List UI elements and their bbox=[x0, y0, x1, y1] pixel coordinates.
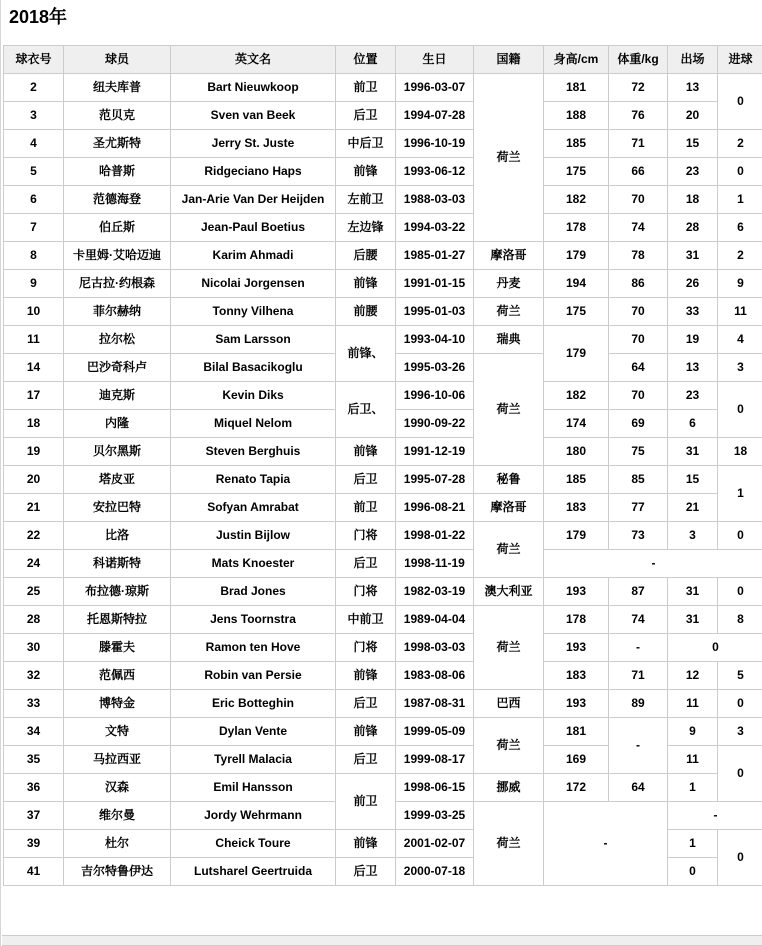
table-cell: 荷兰 bbox=[474, 298, 544, 326]
table-cell: 3 bbox=[668, 522, 718, 550]
table-cell: 175 bbox=[544, 298, 609, 326]
table-cell: 比洛 bbox=[64, 522, 171, 550]
table-cell: 1987-08-31 bbox=[396, 690, 474, 718]
table-cell: 0 bbox=[668, 634, 762, 662]
table-cell: 181 bbox=[544, 718, 609, 746]
table-cell: 183 bbox=[544, 662, 609, 690]
table-cell: 0 bbox=[718, 578, 762, 606]
table-cell: 25 bbox=[4, 578, 64, 606]
table-cell: Eric Botteghin bbox=[171, 690, 336, 718]
table-cell: 卡里姆·艾哈迈迪 bbox=[64, 242, 171, 270]
column-header: 生日 bbox=[396, 46, 474, 74]
table-cell: Jerry St. Juste bbox=[171, 130, 336, 158]
table-cell: 圣尤斯特 bbox=[64, 130, 171, 158]
table-cell: Bart Nieuwkoop bbox=[171, 74, 336, 102]
table-cell: Ridgeciano Haps bbox=[171, 158, 336, 186]
column-header: 身高/cm bbox=[544, 46, 609, 74]
table-cell: Tyrell Malacia bbox=[171, 746, 336, 774]
table-cell: 74 bbox=[609, 214, 668, 242]
table-cell: 后腰 bbox=[336, 242, 396, 270]
table-cell: 31 bbox=[668, 578, 718, 606]
table-cell: 巴西 bbox=[474, 690, 544, 718]
table-cell: 1 bbox=[668, 830, 718, 858]
table-cell: 179 bbox=[544, 522, 609, 550]
table-cell: 荷兰 bbox=[474, 718, 544, 774]
table-row bbox=[4, 522, 762, 550]
table-cell: 20 bbox=[4, 466, 64, 494]
table-cell: 41 bbox=[4, 858, 64, 886]
table-cell: 70 bbox=[609, 298, 668, 326]
table-cell: 左边锋 bbox=[336, 214, 396, 242]
table-cell: 1991-12-19 bbox=[396, 438, 474, 466]
table-cell: 安拉巴特 bbox=[64, 494, 171, 522]
table-cell: Dylan Vente bbox=[171, 718, 336, 746]
table-cell: 中前卫 bbox=[336, 606, 396, 634]
table-cell: 37 bbox=[4, 802, 64, 830]
table-cell: 博特金 bbox=[64, 690, 171, 718]
table-cell: 2001-02-07 bbox=[396, 830, 474, 858]
table-cell: 13 bbox=[668, 74, 718, 102]
table-cell: Sven van Beek bbox=[171, 102, 336, 130]
table-cell: 31 bbox=[668, 438, 718, 466]
table-cell: 9 bbox=[718, 270, 762, 298]
table-cell: 前锋 bbox=[336, 270, 396, 298]
table-cell: 18 bbox=[668, 186, 718, 214]
table-cell: 36 bbox=[4, 774, 64, 802]
table-cell: 11 bbox=[4, 326, 64, 354]
column-header: 位置 bbox=[336, 46, 396, 74]
table-cell: 9 bbox=[668, 718, 718, 746]
table-cell: 0 bbox=[718, 522, 762, 550]
table-cell: 1994-07-28 bbox=[396, 102, 474, 130]
table-cell: 拉尔松 bbox=[64, 326, 171, 354]
table-cell: 1 bbox=[668, 774, 718, 802]
table-cell: 贝尔黑斯 bbox=[64, 438, 171, 466]
table-row bbox=[4, 606, 762, 634]
table-cell: 1989-04-04 bbox=[396, 606, 474, 634]
table-cell: 1990-09-22 bbox=[396, 410, 474, 438]
table-cell: Cheick Toure bbox=[171, 830, 336, 858]
table-cell: 1993-06-12 bbox=[396, 158, 474, 186]
column-header: 球员 bbox=[64, 46, 171, 74]
column-header: 体重/kg bbox=[609, 46, 668, 74]
table-cell: 32 bbox=[4, 662, 64, 690]
table-cell: Karim Ahmadi bbox=[171, 242, 336, 270]
table-cell: 1996-03-07 bbox=[396, 74, 474, 102]
table-cell: 69 bbox=[609, 410, 668, 438]
table-cell: 28 bbox=[4, 606, 64, 634]
table-cell: 丹麦 bbox=[474, 270, 544, 298]
table-cell: 71 bbox=[609, 130, 668, 158]
table-cell: Jan-Arie Van Der Heijden bbox=[171, 186, 336, 214]
table-cell: Robin van Persie bbox=[171, 662, 336, 690]
table-cell: 77 bbox=[609, 494, 668, 522]
table-cell: 后卫 bbox=[336, 550, 396, 578]
table-row bbox=[4, 634, 762, 662]
table-cell: 15 bbox=[668, 130, 718, 158]
table-row bbox=[4, 242, 762, 270]
table-cell: 35 bbox=[4, 746, 64, 774]
table-cell: 71 bbox=[609, 662, 668, 690]
table-cell: 0 bbox=[718, 382, 762, 438]
table-cell: 左前卫 bbox=[336, 186, 396, 214]
table-row bbox=[4, 382, 762, 410]
table-cell: 8 bbox=[718, 606, 762, 634]
table-cell: 荷兰 bbox=[474, 74, 544, 242]
column-header: 进球 bbox=[718, 46, 762, 74]
table-cell: 23 bbox=[668, 382, 718, 410]
table-cell: 6 bbox=[718, 214, 762, 242]
table-cell: 门将 bbox=[336, 522, 396, 550]
table-cell: 3 bbox=[718, 354, 762, 382]
table-cell: Brad Jones bbox=[171, 578, 336, 606]
table-cell: 1982-03-19 bbox=[396, 578, 474, 606]
table-cell: 摩洛哥 bbox=[474, 494, 544, 522]
table-cell: 荷兰 bbox=[474, 606, 544, 690]
table-cell: Miquel Nelom bbox=[171, 410, 336, 438]
table-cell: 后卫 bbox=[336, 690, 396, 718]
column-header: 国籍 bbox=[474, 46, 544, 74]
table-cell: Mats Knoester bbox=[171, 550, 336, 578]
table-cell: - bbox=[668, 802, 762, 830]
table-cell: 76 bbox=[609, 102, 668, 130]
table-cell: 维尔曼 bbox=[64, 802, 171, 830]
table-cell: 193 bbox=[544, 690, 609, 718]
table-cell: 0 bbox=[718, 830, 762, 886]
table-cell: 9 bbox=[4, 270, 64, 298]
table-row bbox=[4, 186, 762, 214]
table-cell: 72 bbox=[609, 74, 668, 102]
table-body bbox=[4, 74, 762, 886]
table-cell: 185 bbox=[544, 130, 609, 158]
table-cell: 33 bbox=[4, 690, 64, 718]
table-cell: 后卫、 bbox=[336, 382, 396, 438]
table-cell: 前卫 bbox=[336, 494, 396, 522]
table-cell: 秘鲁 bbox=[474, 466, 544, 494]
table-cell: 70 bbox=[609, 382, 668, 410]
table-cell: 1995-03-26 bbox=[396, 354, 474, 382]
table-cell: Justin Bijlow bbox=[171, 522, 336, 550]
table-cell: Kevin Diks bbox=[171, 382, 336, 410]
table-cell: Renato Tapia bbox=[171, 466, 336, 494]
table-cell: 17 bbox=[4, 382, 64, 410]
table-cell: 后卫 bbox=[336, 466, 396, 494]
table-cell: 13 bbox=[668, 354, 718, 382]
table-cell: 1983-08-06 bbox=[396, 662, 474, 690]
table-cell: 21 bbox=[4, 494, 64, 522]
table-cell: Tonny Vilhena bbox=[171, 298, 336, 326]
table-cell: - bbox=[609, 634, 668, 662]
table-cell: Jordy Wehrmann bbox=[171, 802, 336, 830]
table-cell: 菲尔赫纳 bbox=[64, 298, 171, 326]
table-cell: 4 bbox=[718, 326, 762, 354]
table-cell: Ramon ten Hove bbox=[171, 634, 336, 662]
table-cell: 1999-05-09 bbox=[396, 718, 474, 746]
table-cell: 门将 bbox=[336, 578, 396, 606]
table-cell: 34 bbox=[4, 718, 64, 746]
table-cell: 21 bbox=[668, 494, 718, 522]
table-cell: Sofyan Amrabat bbox=[171, 494, 336, 522]
table-row bbox=[4, 270, 762, 298]
table-cell: 70 bbox=[609, 186, 668, 214]
table-cell: 86 bbox=[609, 270, 668, 298]
table-cell: 11 bbox=[718, 298, 762, 326]
table-cell: 前卫 bbox=[336, 74, 396, 102]
table-cell: 6 bbox=[668, 410, 718, 438]
table-cell: - bbox=[609, 718, 668, 774]
table-cell: 前卫 bbox=[336, 774, 396, 830]
table-row bbox=[4, 214, 762, 242]
table-row bbox=[4, 550, 762, 578]
table-cell: 181 bbox=[544, 74, 609, 102]
table-cell: 74 bbox=[609, 606, 668, 634]
table-cell: 19 bbox=[668, 326, 718, 354]
table-cell: 托恩斯特拉 bbox=[64, 606, 171, 634]
table-cell: 前锋 bbox=[336, 662, 396, 690]
table-cell: Sam Larsson bbox=[171, 326, 336, 354]
table-cell: Emil Hansson bbox=[171, 774, 336, 802]
table-cell: 澳大利亚 bbox=[474, 578, 544, 606]
table-cell: 185 bbox=[544, 466, 609, 494]
table-cell: 182 bbox=[544, 186, 609, 214]
table-cell: Nicolai Jorgensen bbox=[171, 270, 336, 298]
table-cell: 180 bbox=[544, 438, 609, 466]
table-cell: 范佩西 bbox=[64, 662, 171, 690]
table-cell: 后卫 bbox=[336, 858, 396, 886]
table-cell: - bbox=[544, 550, 762, 578]
table-row bbox=[4, 774, 762, 802]
table-cell: 前腰 bbox=[336, 298, 396, 326]
table-row bbox=[4, 326, 762, 354]
table-cell: 4 bbox=[4, 130, 64, 158]
table-cell: 伯丘斯 bbox=[64, 214, 171, 242]
table-cell: 89 bbox=[609, 690, 668, 718]
table-cell: 布拉德·琼斯 bbox=[64, 578, 171, 606]
table-cell: 塔皮亚 bbox=[64, 466, 171, 494]
table-cell: 64 bbox=[609, 354, 668, 382]
table-row bbox=[4, 690, 762, 718]
table-cell: Jens Toornstra bbox=[171, 606, 336, 634]
table-cell: 0 bbox=[718, 690, 762, 718]
table-cell: 吉尔特鲁伊达 bbox=[64, 858, 171, 886]
table-cell: 3 bbox=[4, 102, 64, 130]
table-cell: 瑞典 bbox=[474, 326, 544, 354]
table-cell: 7 bbox=[4, 214, 64, 242]
table-cell: Steven Berghuis bbox=[171, 438, 336, 466]
table-header-row bbox=[4, 46, 762, 74]
table-cell: 183 bbox=[544, 494, 609, 522]
table-cell: 门将 bbox=[336, 634, 396, 662]
table-cell: 哈普斯 bbox=[64, 158, 171, 186]
table-cell: 前锋 bbox=[336, 718, 396, 746]
table-cell: 20 bbox=[668, 102, 718, 130]
table-cell: 中后卫 bbox=[336, 130, 396, 158]
table-cell: 22 bbox=[4, 522, 64, 550]
table-cell: 39 bbox=[4, 830, 64, 858]
table-row bbox=[4, 298, 762, 326]
column-header: 英文名 bbox=[171, 46, 336, 74]
table-cell: 66 bbox=[609, 158, 668, 186]
table-cell: 30 bbox=[4, 634, 64, 662]
table-cell: 193 bbox=[544, 578, 609, 606]
table-cell: 后卫 bbox=[336, 102, 396, 130]
table-row bbox=[4, 494, 762, 522]
table-cell: 188 bbox=[544, 102, 609, 130]
table-cell: 31 bbox=[668, 606, 718, 634]
table-cell: 迪克斯 bbox=[64, 382, 171, 410]
table-cell: 3 bbox=[718, 718, 762, 746]
table-cell: 1998-03-03 bbox=[396, 634, 474, 662]
table-row bbox=[4, 130, 762, 158]
table-row bbox=[4, 578, 762, 606]
table-cell: 1996-10-06 bbox=[396, 382, 474, 410]
table-cell: 1995-07-28 bbox=[396, 466, 474, 494]
table-cell: 78 bbox=[609, 242, 668, 270]
table-cell: 18 bbox=[718, 438, 762, 466]
table-cell: 64 bbox=[609, 774, 668, 802]
table-cell: 1994-03-22 bbox=[396, 214, 474, 242]
table-row bbox=[4, 158, 762, 186]
table-cell: 1991-01-15 bbox=[396, 270, 474, 298]
table-cell: 荷兰 bbox=[474, 354, 544, 466]
page-title: 2018年 bbox=[9, 7, 68, 27]
next-section-header-strip bbox=[2, 935, 762, 946]
table-cell: 前锋、 bbox=[336, 326, 396, 382]
table-cell: 荷兰 bbox=[474, 802, 544, 886]
table-row bbox=[4, 102, 762, 130]
table-cell: 杜尔 bbox=[64, 830, 171, 858]
table-cell: 172 bbox=[544, 774, 609, 802]
table-cell: 33 bbox=[668, 298, 718, 326]
table-cell: 2 bbox=[4, 74, 64, 102]
table-cell: 179 bbox=[544, 326, 609, 382]
table-cell: 尼古拉·约根森 bbox=[64, 270, 171, 298]
table-cell: 175 bbox=[544, 158, 609, 186]
table-cell: 24 bbox=[4, 550, 64, 578]
table-cell: 挪威 bbox=[474, 774, 544, 802]
table-cell: 11 bbox=[668, 690, 718, 718]
table-cell: 19 bbox=[4, 438, 64, 466]
table-cell: 5 bbox=[4, 158, 64, 186]
table-cell: - bbox=[544, 802, 668, 886]
table-cell: 178 bbox=[544, 606, 609, 634]
table-cell: 1996-08-21 bbox=[396, 494, 474, 522]
table-cell: 1 bbox=[718, 466, 762, 522]
table-cell: 1999-03-25 bbox=[396, 802, 474, 830]
table-cell: 26 bbox=[668, 270, 718, 298]
table-cell: 28 bbox=[668, 214, 718, 242]
table-cell: Jean-Paul Boetius bbox=[171, 214, 336, 242]
table-cell: 科诺斯特 bbox=[64, 550, 171, 578]
table-cell: 巴沙奇科卢 bbox=[64, 354, 171, 382]
table-cell: 18 bbox=[4, 410, 64, 438]
table-cell: 1998-01-22 bbox=[396, 522, 474, 550]
table-cell: 2000-07-18 bbox=[396, 858, 474, 886]
table-cell: 5 bbox=[718, 662, 762, 690]
table-cell: 8 bbox=[4, 242, 64, 270]
table-cell: 0 bbox=[668, 858, 718, 886]
table-cell: 1996-10-19 bbox=[396, 130, 474, 158]
table-cell: 前锋 bbox=[336, 438, 396, 466]
table-cell: Lutsharel Geertruida bbox=[171, 858, 336, 886]
table-cell: 前锋 bbox=[336, 158, 396, 186]
table-cell: 193 bbox=[544, 634, 609, 662]
table-cell: 1 bbox=[718, 186, 762, 214]
table-cell: 12 bbox=[668, 662, 718, 690]
table-cell: 1998-11-19 bbox=[396, 550, 474, 578]
table-cell: 6 bbox=[4, 186, 64, 214]
table-cell: 182 bbox=[544, 382, 609, 410]
table-cell: 75 bbox=[609, 438, 668, 466]
table-cell: 14 bbox=[4, 354, 64, 382]
table-cell: 马拉西亚 bbox=[64, 746, 171, 774]
table-cell: 1985-01-27 bbox=[396, 242, 474, 270]
table-cell: 178 bbox=[544, 214, 609, 242]
table-cell: 174 bbox=[544, 410, 609, 438]
table-cell: 0 bbox=[718, 158, 762, 186]
table-cell: 70 bbox=[609, 326, 668, 354]
table-row bbox=[4, 466, 762, 494]
table-cell: 85 bbox=[609, 466, 668, 494]
table-cell: 文特 bbox=[64, 718, 171, 746]
table-cell: 194 bbox=[544, 270, 609, 298]
table-cell: 10 bbox=[4, 298, 64, 326]
table-cell: 73 bbox=[609, 522, 668, 550]
table-cell: 1993-04-10 bbox=[396, 326, 474, 354]
table-cell: 前锋 bbox=[336, 830, 396, 858]
table-row bbox=[4, 74, 762, 102]
table-cell: 23 bbox=[668, 158, 718, 186]
column-header: 出场 bbox=[668, 46, 718, 74]
table-cell: 2 bbox=[718, 242, 762, 270]
table-cell: 后卫 bbox=[336, 746, 396, 774]
players-table bbox=[3, 45, 762, 886]
table-cell: 1988-03-03 bbox=[396, 186, 474, 214]
table-row bbox=[4, 662, 762, 690]
table-cell: 1995-01-03 bbox=[396, 298, 474, 326]
table-cell: 内隆 bbox=[64, 410, 171, 438]
table-cell: 31 bbox=[668, 242, 718, 270]
table-cell: 摩洛哥 bbox=[474, 242, 544, 270]
table-cell: 87 bbox=[609, 578, 668, 606]
table-cell: 0 bbox=[718, 746, 762, 802]
table-cell: 11 bbox=[668, 746, 718, 774]
table-cell: 169 bbox=[544, 746, 609, 774]
table-cell: 1998-06-15 bbox=[396, 774, 474, 802]
table-cell: 15 bbox=[668, 466, 718, 494]
table-cell: 2 bbox=[718, 130, 762, 158]
table-cell: Bilal Basacikoglu bbox=[171, 354, 336, 382]
table-row bbox=[4, 438, 762, 466]
table-row bbox=[4, 718, 762, 746]
table-cell: 滕霍夫 bbox=[64, 634, 171, 662]
table-cell: 汉森 bbox=[64, 774, 171, 802]
column-header: 球衣号 bbox=[4, 46, 64, 74]
table-cell: 179 bbox=[544, 242, 609, 270]
table-cell: 范德海登 bbox=[64, 186, 171, 214]
table-cell: 0 bbox=[718, 74, 762, 130]
table-cell: 范贝克 bbox=[64, 102, 171, 130]
table-cell: 1999-08-17 bbox=[396, 746, 474, 774]
table-cell: 纽夫库普 bbox=[64, 74, 171, 102]
table-cell: 荷兰 bbox=[474, 522, 544, 578]
